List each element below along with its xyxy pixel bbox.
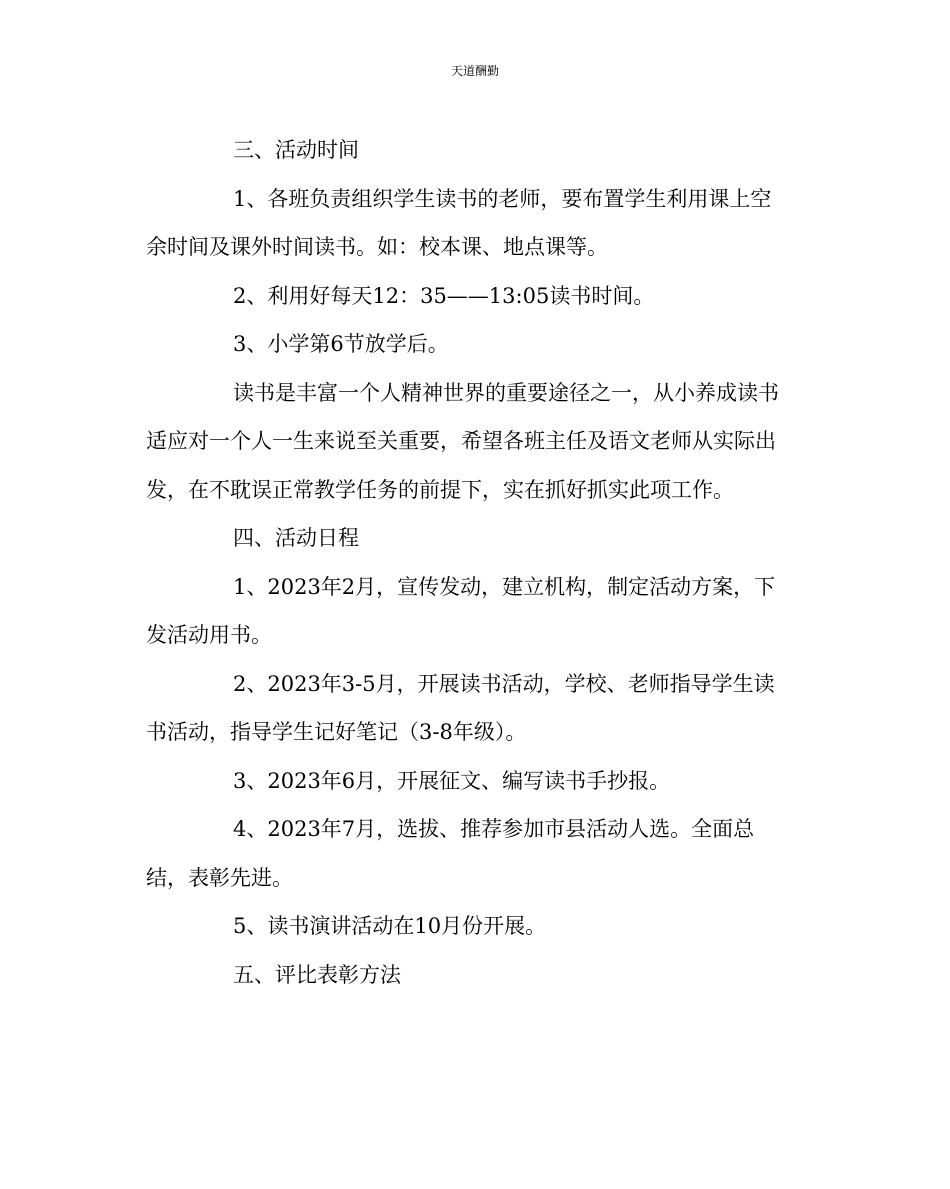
text-line: 适应对一个人一生来说至关重要，希望各班主任及语文老师从实际出 — [146, 429, 776, 453]
text-line: 1、各班负责组织学生读书的老师，要布置学生利用课上空 — [233, 186, 772, 211]
text-line: 1、2023年2月，宣传发动，建立机构，制定活动方案，下 — [233, 574, 776, 599]
text-line: 读书是丰富一个人精神世界的重要途径之一，从小养成读书 — [233, 380, 779, 405]
document-body — [146, 126, 806, 999]
text-line: 书活动，指导学生记好笔记（3-8年级）。 — [146, 720, 527, 744]
section-heading-evaluation: 五、评比表彰方法 — [233, 962, 401, 987]
section-heading-activity-schedule: 四、活动日程 — [233, 526, 359, 550]
text-line: 2、2023年3-5月，开展读书活动，学校、老师指导学生读 — [233, 671, 775, 696]
text-line: 余时间及课外时间读书。如：校本课、地点课等。 — [146, 235, 608, 259]
text-line: 3、小学第6节放学后。 — [233, 332, 449, 356]
text-line: 4、2023年7月，选拔、推荐参加市县活动人选。全面总 — [233, 817, 755, 841]
page-header: 天道酬勤 — [450, 64, 499, 78]
text-line: 3、2023年6月，开展征文、编写读书手抄报。 — [233, 768, 671, 793]
text-line: 发活动用书。 — [146, 623, 272, 647]
text-line: 结，表彰先进。 — [146, 865, 293, 890]
section-heading-activity-time: 三、活动时间 — [233, 138, 359, 162]
text-line: 5、读书演讲活动在10月份开展。 — [233, 914, 547, 938]
text-line: 发，在不耽误正常教学任务的前提下，实在抓好抓实此项工作。 — [146, 477, 734, 502]
text-line: 2、利用好每天12：35——13:05读书时间。 — [233, 283, 655, 308]
